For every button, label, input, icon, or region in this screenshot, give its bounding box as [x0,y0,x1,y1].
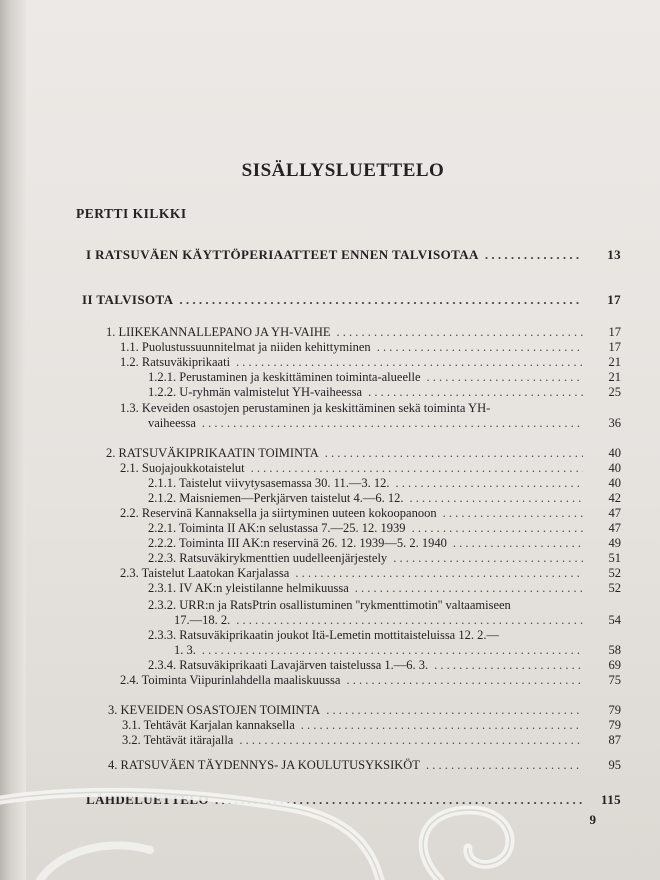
dot-leader [325,446,583,461]
toc-entry-text: 1.2.2. U-ryhmän valmistelut YH-vaiheessa [148,385,363,399]
toc-entry-page: 21 [608,355,621,369]
toc-entry-text: 2.3. Taistelut Laatokan Karjalassa [120,566,290,580]
toc-entry-page: 52 [608,566,621,580]
dot-leader [434,658,583,673]
toc-entry-1-2-1[interactable] [148,370,621,385]
toc-entry-text: 2.3.4. Ratsuväkiprikaati Lavajärven taistelussa 1.—6. 3. [148,658,429,672]
toc-entry-2-2-3[interactable] [148,551,621,566]
toc-entry-part-2[interactable] [82,292,621,307]
toc-entry-2-2[interactable] [120,506,621,521]
toc-entry-text: 2.2. Reservinä Kannaksella ja siirtyminen uuteen kokoopanoon [120,506,437,520]
toc-entry-1-3[interactable] [148,416,621,431]
toc-entry-page: 69 [608,658,621,672]
toc-entry-2-3[interactable] [120,566,621,581]
toc-entry-text: 2.2.2. Toiminta III AK:n reservinä 26. 12. 1939—5. 2. 1940 [148,536,447,550]
dot-leader [236,613,583,628]
toc-entry-page: 25 [608,385,621,399]
toc-entry-3-2[interactable] [122,733,621,748]
dot-leader [337,325,583,340]
dot-leader [239,733,583,748]
toc-entry-page: 54 [608,613,621,627]
dot-leader [453,536,583,551]
dot-leader [368,385,583,400]
dot-leader [485,247,583,262]
dot-leader [202,643,583,658]
toc-entry-page: 79 [608,718,621,732]
toc-entry-2-3-1[interactable] [148,581,621,596]
dot-leader [395,476,583,491]
toc-entry-1-3-text[interactable]: 1.3. Keveiden osastojen perustaminen ja keskittäminen sekä toiminta YH- [120,401,491,415]
toc-entry-page: 79 [608,703,621,717]
toc-entry-section-3[interactable] [108,703,621,718]
toc-entry-page: 87 [608,733,621,747]
dot-leader [346,673,583,688]
toc-entry-text: 2.2.3. Ratsuväkirykmenttien uudelleenjärjestely [148,551,388,565]
toc-entry-part-1[interactable] [86,247,621,262]
toc-entry-text: 1. LIIKEKANNALLEPANO JA YH-VAIHE [106,325,331,339]
toc-entry-page: 49 [608,536,621,550]
toc-entry-text: 3.2. Tehtävät itärajalla [122,733,234,747]
toc-entry-page: 13 [607,247,621,262]
toc-entry-text: 3. KEVEIDEN OSASTOJEN TOIMINTA [108,703,321,717]
toc-entry-text: 2.4. Toiminta Viipurinlahdella maaliskuussa [120,673,341,687]
toc-entry-continuation: vaiheessa [148,416,196,430]
toc-entry-2-1-2[interactable] [148,491,621,506]
toc-entry-2-3-3[interactable] [174,643,621,658]
toc-entry-2-1-1[interactable] [148,476,621,491]
toc-entry-page: 47 [608,521,621,535]
toc-entry-text: 2.3.1. IV AK:n yleistilanne helmikuussa [148,581,349,595]
dot-leader [443,506,583,521]
toc-entry-text: 3.1. Tehtävät Karjalan kannaksella [122,718,295,732]
toc-entry-page: 36 [608,416,621,430]
dot-leader [301,718,583,733]
toc-entry-2-3-2[interactable] [174,613,621,628]
toc-page [26,0,660,880]
toc-entry-continuation: 1. 3. [174,643,196,657]
toc-entry-section-4[interactable] [108,758,621,773]
toc-entry-text: 2.1.1. Taistelut viivytysasemassa 30. 11.—3. 12. [148,476,390,490]
toc-entry-text: 2.1.2. Maisniemen—Perkjärven taistelut 4.—6. 12. [148,491,404,505]
dot-leader [355,581,583,596]
toc-entry-2-3-3-text[interactable]: 2.3.3. Ratsuväkiprikaatin joukot Itä-Lemetin mottitaisteluissa 12. 2.— [148,628,499,642]
toc-entry-2-4[interactable] [120,673,621,688]
toc-entry-2-2-1[interactable] [148,521,621,536]
toc-entry-page: 115 [601,792,621,807]
dot-leader [377,340,583,355]
toc-entry-page: 17 [608,325,621,339]
dot-leader [393,551,583,566]
toc-entry-page: 95 [608,758,621,772]
toc-entry-1-2[interactable] [120,355,621,370]
toc-entry-section-2[interactable] [106,446,621,461]
toc-entry-page: 21 [608,370,621,384]
toc-entry-page: 52 [608,581,621,595]
dot-leader [179,292,583,307]
toc-entry-text: 2.2.1. Toiminta II AK:n selustassa 7.—25. 12. 1939 [148,521,406,535]
toc-entry-2-2-2[interactable] [148,536,621,551]
toc-entry-text: II TALVISOTA [82,292,174,307]
toc-entry-page: 47 [608,506,621,520]
page-binding-edge [0,0,26,880]
dot-leader [202,416,583,431]
toc-entry-page: 51 [608,551,621,565]
toc-entry-page: 75 [608,673,621,687]
toc-entry-3-1[interactable] [122,718,621,733]
dot-leader [426,758,583,773]
toc-entry-page: 58 [608,643,621,657]
toc-entry-2-3-4[interactable] [148,658,621,673]
toc-entry-text: 1.1. Puolustussuunnitelmat ja niiden kehittyminen [120,340,371,354]
toc-entry-2-1[interactable] [120,461,621,476]
dot-leader [295,566,583,581]
toc-entry-continuation: 17.—18. 2. [174,613,231,627]
book-stand-wire [0,780,560,880]
toc-entry-text: 2.1. Suojajoukkotaistelut [120,461,245,475]
dot-leader [412,521,583,536]
toc-entry-page: 40 [608,461,621,475]
page-number: 9 [589,812,596,827]
toc-entry-1-2-2[interactable] [148,385,621,400]
dot-leader [236,355,583,370]
author-name: PERTTI KILKKI [76,206,187,221]
page-title: SISÄLLYSLUETTELO [241,160,445,181]
toc-entry-page: 42 [608,491,621,505]
toc-entry-1-1[interactable] [120,340,621,355]
toc-entry-text: 2. RATSUVÄKIPRIKAATIN TOIMINTA [106,446,319,460]
toc-entry-page: 17 [607,292,621,307]
toc-entry-text: 4. RATSUVÄEN TÄYDENNYS- JA KOULUTUSYKSIKÖT [108,758,420,772]
toc-entry-2-3-2-text[interactable]: 2.3.2. URR:n ja RatsPtrin osallistuminen ''rykmenttimotin'' valtaamiseen [148,598,511,612]
toc-entry-text: 1.2. Ratsuväkiprikaati [120,355,231,369]
toc-entry-page: 40 [608,446,621,460]
toc-entry-page: 40 [608,476,621,490]
toc-entry-text: I RATSUVÄEN KÄYTTÖPERIAATTEET ENNEN TALVISOTAA [86,247,479,262]
toc-entry-section-1[interactable] [106,325,621,340]
dot-leader [326,703,583,718]
dot-leader [427,370,584,385]
toc-entry-text: LÄHDELUETTELO [86,792,209,807]
dot-leader [251,461,583,476]
toc-entry-page: 17 [608,340,621,354]
toc-entry-text: 1.2.1. Perustaminen ja keskittäminen toiminta-alueelle [148,370,421,384]
dot-leader [410,491,583,506]
